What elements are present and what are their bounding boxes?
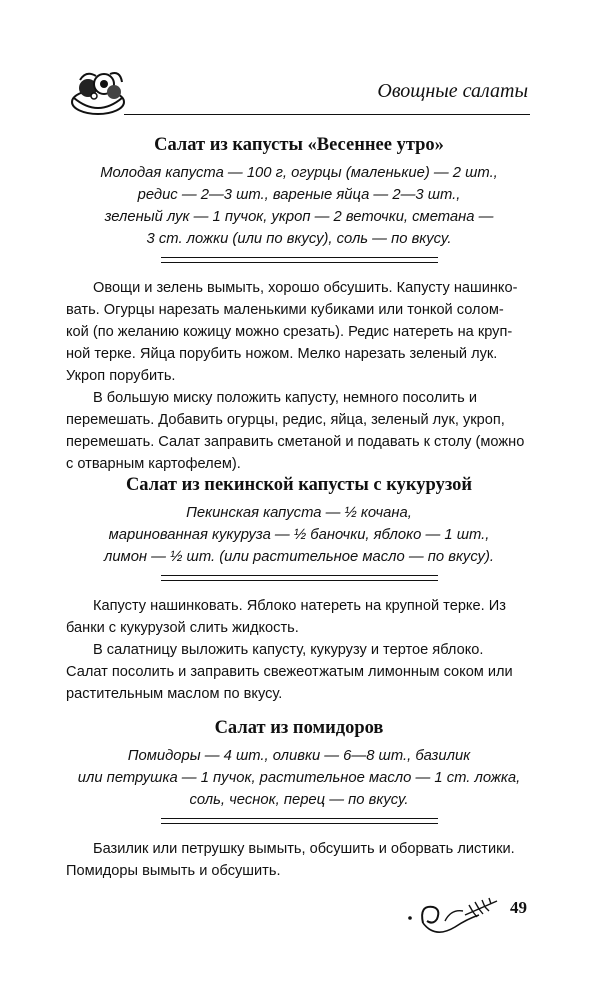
step-line: Укроп порубить. bbox=[66, 368, 176, 384]
ingredient-line: маринованная кукуруза — ½ баночки, яблоко — 1 шт., bbox=[108, 527, 490, 543]
step-paragraph bbox=[66, 838, 532, 882]
steps bbox=[66, 277, 532, 475]
ingredients bbox=[66, 502, 532, 568]
ingredient-line: Пекинская капуста — ½ кочана, bbox=[186, 505, 412, 521]
step-line: перемешать. Добавить огурцы, редис, яйца, зеленый лук, укроп, bbox=[66, 412, 505, 428]
recipe-title: Салат из помидоров bbox=[214, 718, 384, 738]
ingredient-line: или петрушка — 1 пучок, растительное масло — 1 ст. ложка, bbox=[77, 770, 521, 786]
salad-bowl-icon bbox=[66, 66, 130, 118]
ingredient-line: соль, чеснок, перец — по вкусу. bbox=[189, 792, 409, 808]
divider bbox=[161, 575, 438, 581]
step-line: Овощи и зелень вымыть, хорошо обсушить. Капусту нашинко- bbox=[93, 280, 518, 296]
recipe-title: Салат из пекинской капусты с кукурузой bbox=[125, 475, 473, 495]
header-rule bbox=[124, 114, 530, 115]
step-line: Капусту нашинковать. Яблоко натереть на крупной терке. Из bbox=[93, 598, 506, 614]
floral-ornament-icon bbox=[405, 893, 505, 943]
recipe-tomato-salad bbox=[66, 715, 532, 882]
step-paragraph bbox=[66, 277, 532, 387]
recipe-title: Салат из капусты «Весеннее утро» bbox=[154, 135, 444, 155]
step-paragraph bbox=[66, 595, 532, 639]
divider bbox=[161, 257, 438, 263]
ingredient-line: 3 ст. ложки (или по вкусу), соль — по вкусу. bbox=[146, 231, 452, 247]
page-number: 49 bbox=[510, 898, 527, 917]
step-line: вать. Огурцы нарезать маленькими кубиками или тонкой солом- bbox=[66, 302, 504, 318]
step-line: Базилик или петрушку вымыть, обсушить и оборвать листики. bbox=[93, 841, 515, 857]
divider bbox=[161, 818, 438, 824]
ingredient-line: лимон — ½ шт. (или растительное масло — по вкусу). bbox=[103, 549, 494, 565]
step-line: Салат посолить и заправить свежеотжатым лимонным соком или bbox=[66, 664, 513, 680]
recipe-spring-morning bbox=[66, 132, 532, 475]
recipe-napa-cabbage-corn bbox=[66, 472, 532, 705]
step-line: Помидоры вымыть и обсушить. bbox=[66, 863, 281, 879]
ingredient-line: Молодая капуста — 100 г, огурцы (маленькие) — 2 шт., bbox=[100, 165, 498, 181]
ingredients bbox=[66, 745, 532, 811]
step-paragraph bbox=[66, 639, 532, 705]
step-line: с отварным картофелем). bbox=[66, 456, 241, 472]
step-line: В салатницу выложить капусту, кукурузу и тертое яблоко. bbox=[93, 642, 484, 658]
steps bbox=[66, 595, 532, 705]
section-title: Овощные салаты bbox=[377, 80, 528, 102]
step-line: перемешать. Салат заправить сметаной и подавать к столу (можно bbox=[66, 434, 525, 450]
steps bbox=[66, 838, 532, 882]
step-line: растительным маслом по вкусу. bbox=[66, 686, 283, 702]
step-line: банки с кукурузой слить жидкость. bbox=[66, 620, 299, 636]
ingredient-line: редис — 2—3 шт., вареные яйца — 2—3 шт., bbox=[137, 187, 461, 203]
ingredient-line: зеленый лук — 1 пучок, укроп — 2 веточки, сметана — bbox=[104, 209, 494, 225]
step-line: кой (по желанию кожицу можно срезать). Редис натереть на круп- bbox=[66, 324, 513, 340]
step-paragraph bbox=[66, 387, 532, 475]
step-line: ной терке. Яйца порубить ножом. Мелко нарезать зеленый лук. bbox=[66, 346, 498, 362]
ingredients bbox=[66, 162, 532, 250]
ingredient-line: Помидоры — 4 шт., оливки — 6—8 шт., базилик bbox=[127, 748, 471, 764]
step-line: В большую миску положить капусту, немного посолить и bbox=[93, 390, 477, 406]
